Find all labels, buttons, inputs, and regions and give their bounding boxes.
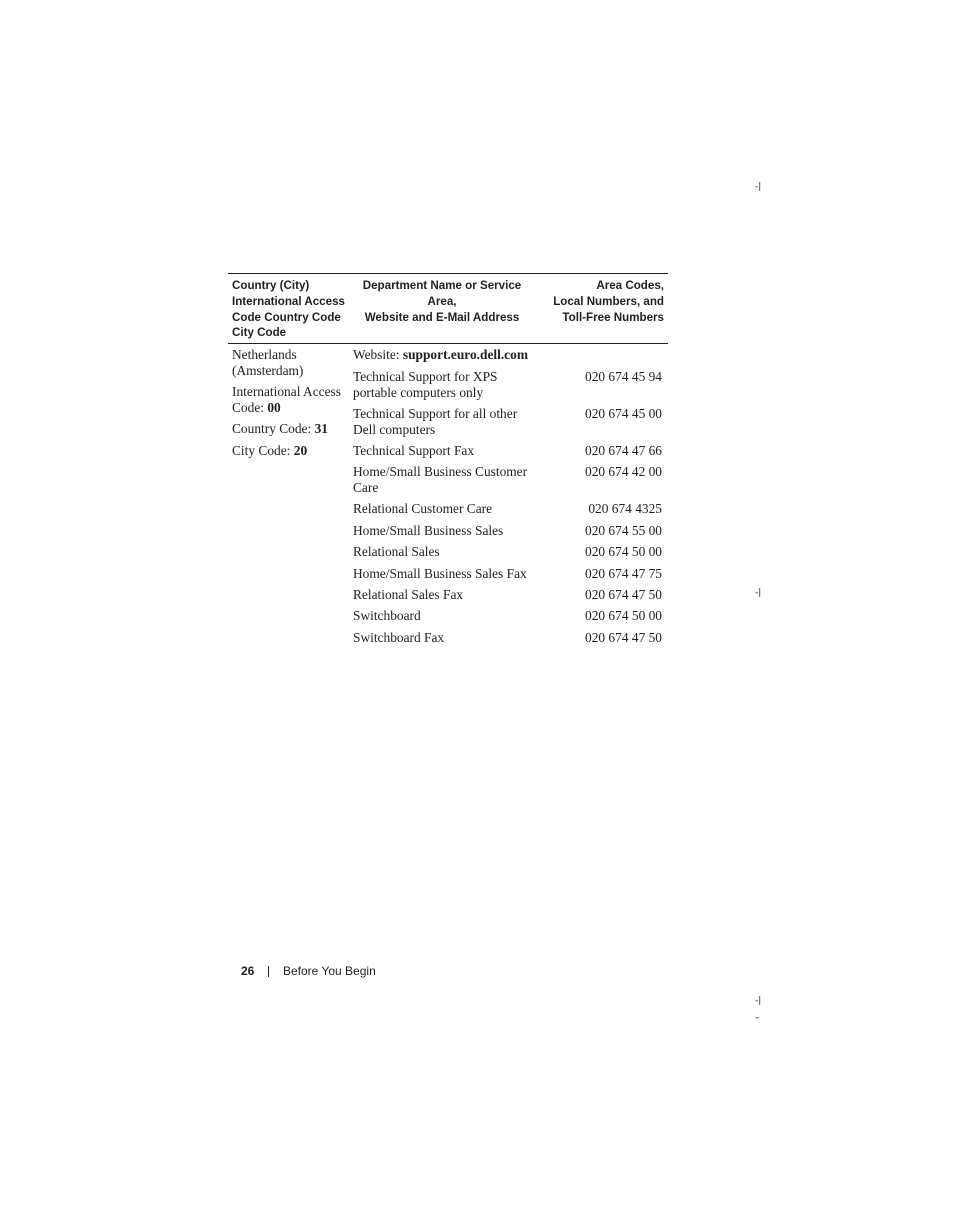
section-title: Before You Begin (283, 964, 376, 978)
city-code: City Code: 20 (232, 443, 308, 458)
department-name: Technical Support for XPS portable computers only (353, 369, 498, 400)
website-entry: Website: support.euro.dell.com (353, 347, 528, 362)
crop-mark-bottom-dash: – (755, 1013, 760, 1023)
department-name: Switchboard Fax (353, 630, 445, 645)
table-header (228, 274, 668, 343)
website-link[interactable]: support.euro.dell.com (402, 347, 528, 362)
department-name: Technical Support for all other Dell computers (353, 406, 518, 437)
phone-number: 020 674 55 00 (585, 523, 662, 538)
page-footer (241, 963, 376, 979)
crop-mark-middle: -| (755, 588, 762, 598)
page-number: 26 (241, 964, 255, 978)
phone-number: 020 674 47 75 (585, 566, 662, 581)
header-bottom-rule (228, 343, 668, 344)
phone-number: 020 674 50 00 (585, 544, 662, 559)
contact-table (228, 273, 668, 645)
footer-separator (268, 966, 269, 977)
header-department: Department Name or Service Area, Website and E-Mail Address (362, 279, 522, 324)
crop-mark-top: -| (755, 182, 762, 192)
phone-number: 020 674 50 00 (585, 608, 662, 623)
crop-mark-bottom: -| (755, 996, 762, 1006)
country-name: Netherlands (Amsterdam) (232, 347, 304, 378)
phone-number: 020 674 42 00 (585, 464, 662, 479)
header-numbers: Area Codes, Local Numbers, and Toll-Free Numbers (553, 279, 664, 324)
phone-number: 020 674 47 50 (585, 587, 662, 602)
department-name: Home/Small Business Sales (353, 523, 504, 538)
international-access-code: International Access Code: 00 (232, 384, 341, 415)
phone-number: 020 674 47 66 (585, 443, 662, 458)
header-country: Country (City) International Access Code Country Code City Code (232, 279, 345, 340)
department-name: Home/Small Business Customer Care (353, 464, 528, 495)
department-name: Home/Small Business Sales Fax (353, 566, 527, 581)
department-name: Relational Customer Care (353, 501, 493, 516)
phone-number: 020 674 47 50 (585, 630, 662, 645)
department-name: Technical Support Fax (353, 443, 475, 458)
phone-number: 020 674 45 94 (585, 369, 662, 384)
department-name: Relational Sales (353, 544, 440, 559)
phone-number: 020 674 45 00 (585, 406, 662, 421)
country-code: Country Code: 31 (232, 421, 328, 436)
phone-number: 020 674 4325 (588, 501, 662, 516)
department-name: Switchboard (353, 608, 421, 623)
department-name: Relational Sales Fax (353, 587, 464, 602)
